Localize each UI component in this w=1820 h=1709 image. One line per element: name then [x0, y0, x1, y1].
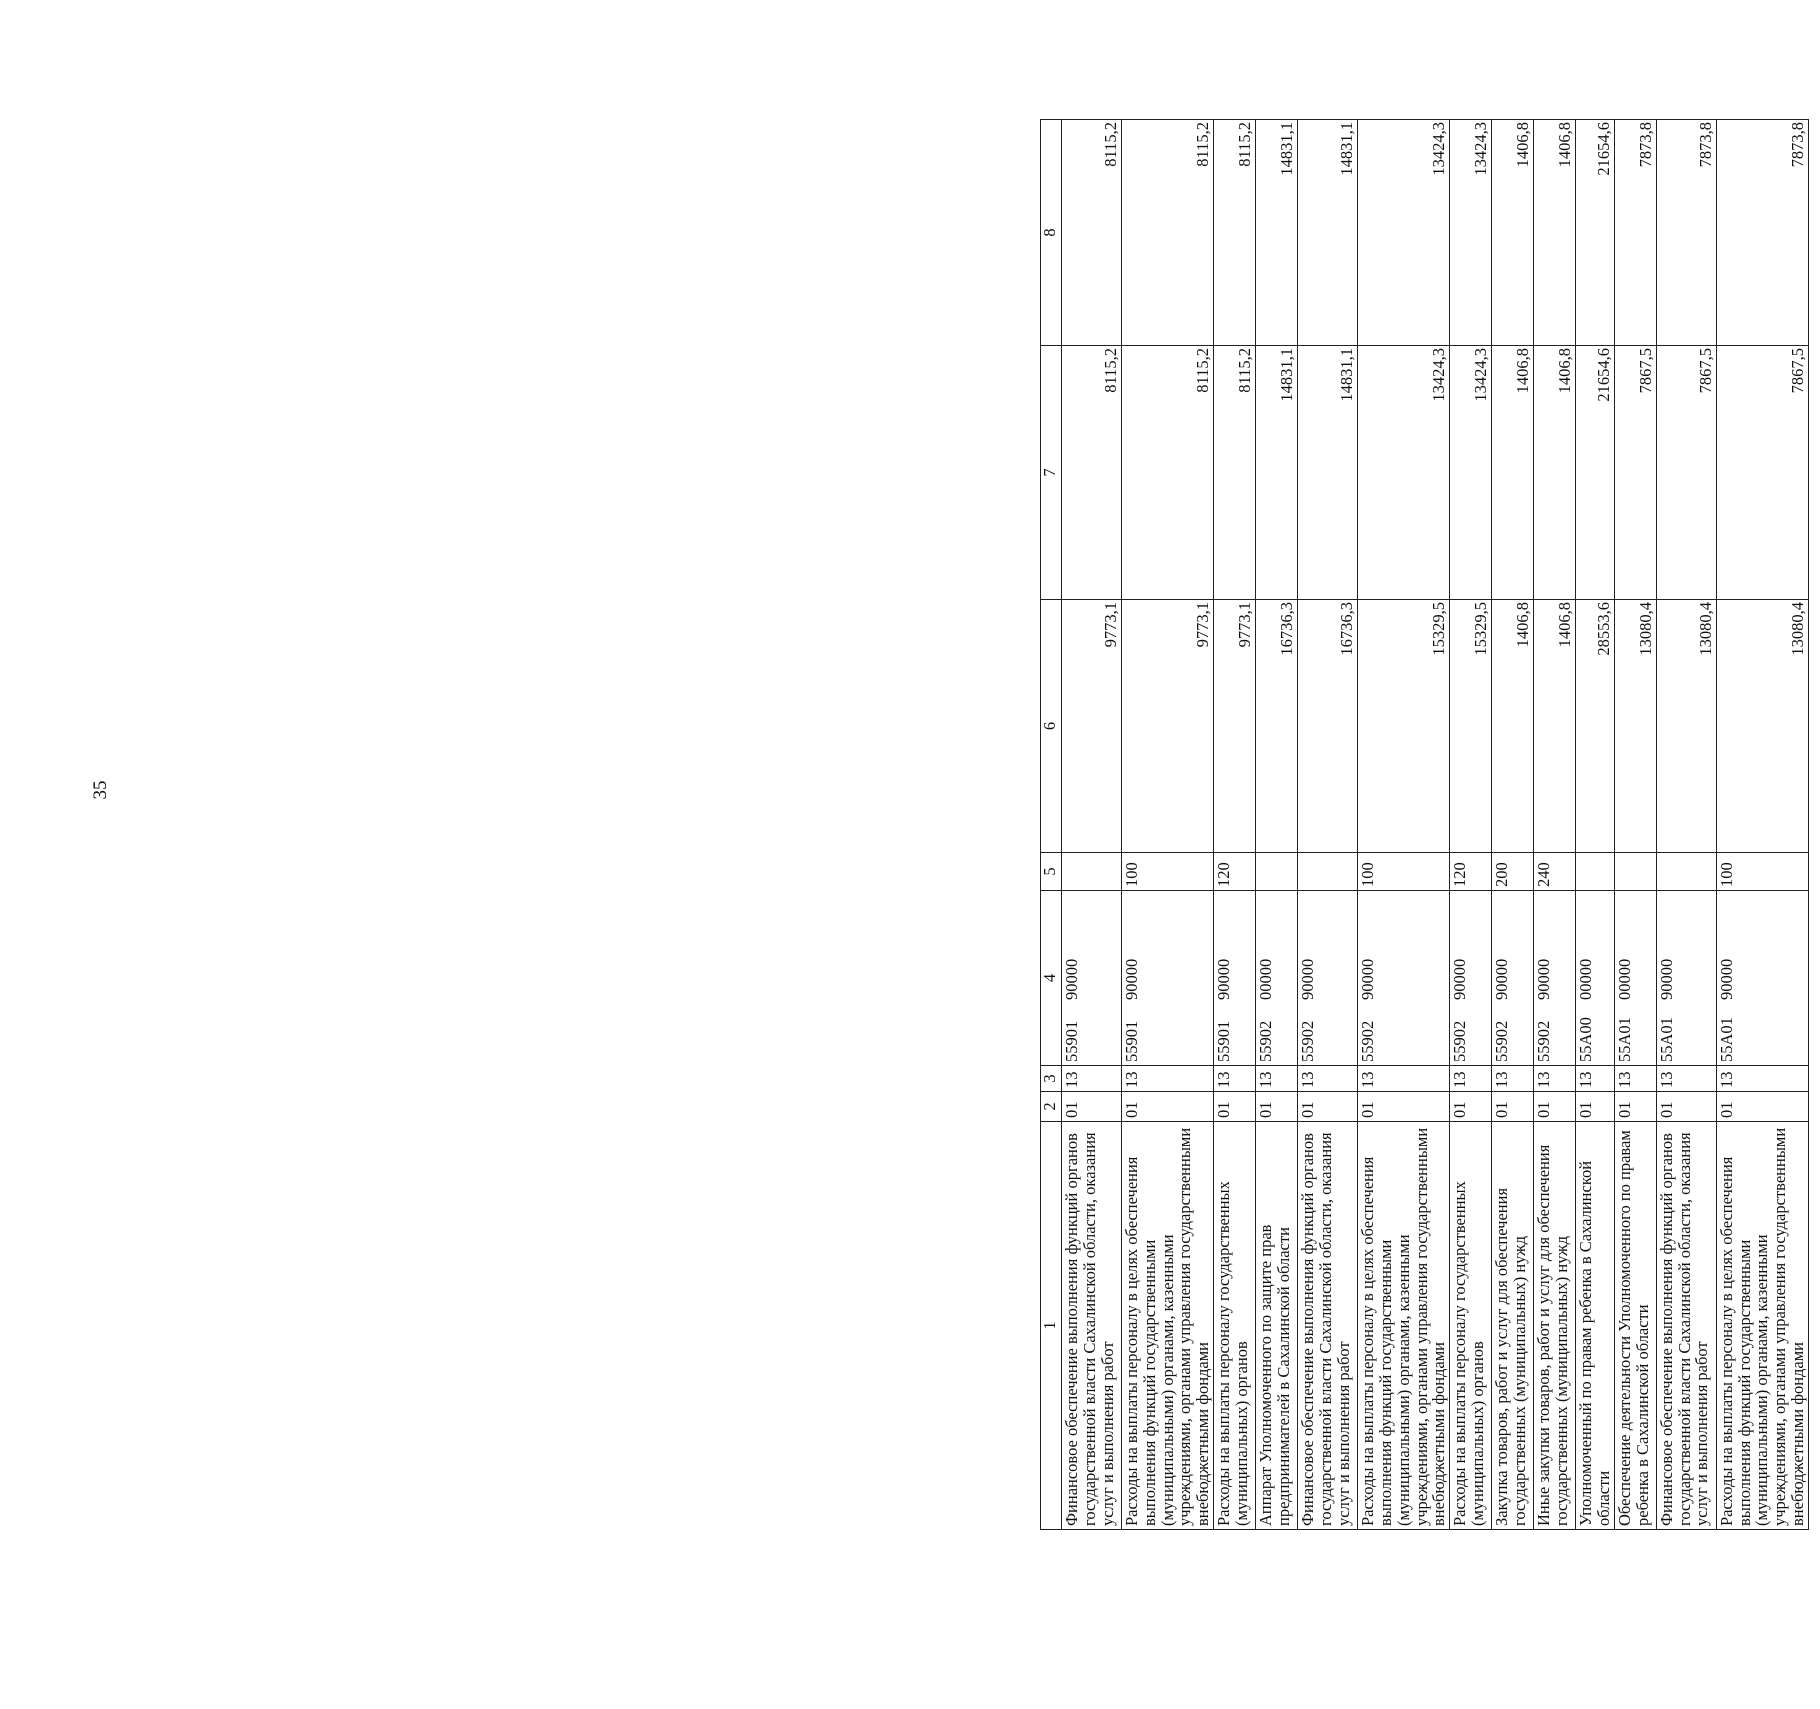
row-target-article-part2: 90000 [1534, 958, 1554, 1000]
row-target-article [1062, 891, 1122, 1066]
budget-table [1040, 119, 1809, 1530]
row-subsection: 13 [1576, 1066, 1615, 1092]
row-value-col8: 8115,2 [1122, 120, 1214, 346]
row-name: Обеспечение деятельности Уполномоченного по правам ребенка в Сахалинской области [1614, 1122, 1656, 1530]
row-value-col6: 1406,8 [1492, 600, 1534, 853]
row-name: Расходы на выплаты персоналу в целях обеспечения выполнения функций государственными (муниципальными) органами, казенными учреждениями, органами управления государственными внебюджетными фондами [1122, 1122, 1214, 1530]
row-target-article-part1: 55A01 [1614, 1017, 1634, 1062]
row-target-article [1576, 891, 1615, 1066]
row-subsection: 13 [1614, 1066, 1656, 1092]
header-row [1041, 120, 1062, 1530]
row-expense-type [1062, 853, 1122, 891]
row-target-article [1214, 891, 1256, 1066]
row-value-col8: 14831,1 [1256, 120, 1298, 346]
row-name: Финансовое обеспечение выполнения функций органов государственной власти Сахалинской области, оказания услуг и выполнения работ [1656, 1122, 1716, 1530]
row-value-col6: 9773,1 [1214, 600, 1256, 853]
row-name: Расходы на выплаты персоналу государственных (муниципальных) органов [1214, 1122, 1256, 1530]
row-target-article-part2: 90000 [1122, 958, 1141, 1000]
row-name: Закупка товаров, работ и услуг для обеспечения государственных (муниципальных) нужд [1492, 1122, 1534, 1530]
row-target-article-part2: 90000 [1492, 958, 1512, 1000]
row-value-col6: 13080,4 [1716, 600, 1808, 853]
row-expense-type: 100 [1358, 853, 1450, 891]
row-target-article-part2: 90000 [1298, 958, 1318, 1000]
col-header-4: 4 [1041, 891, 1062, 1066]
table-row [1492, 120, 1534, 1530]
row-section: 01 [1576, 1092, 1615, 1122]
table-row [1716, 120, 1808, 1530]
row-subsection: 13 [1534, 1066, 1576, 1092]
row-subsection: 13 [1358, 1066, 1450, 1092]
row-section: 01 [1214, 1092, 1256, 1122]
row-target-article-part1: 55902 [1534, 1020, 1554, 1062]
row-value-col6: 9773,1 [1062, 600, 1122, 853]
row-target-article [1358, 891, 1450, 1066]
row-name: Финансовое обеспечение выполнения функций органов государственной власти Сахалинской области, оказания услуг и выполнения работ [1298, 1122, 1358, 1530]
row-target-article-part1: 55901 [1122, 1020, 1141, 1062]
row-target-article-part1: 55902 [1298, 1020, 1318, 1062]
table-row [1214, 120, 1256, 1530]
row-value-col8: 8115,2 [1214, 120, 1256, 346]
row-expense-type [1256, 853, 1298, 891]
row-target-article [1656, 891, 1716, 1066]
col-header-3: 3 [1041, 1066, 1062, 1092]
row-subsection: 13 [1214, 1066, 1256, 1092]
row-expense-type: 200 [1492, 853, 1534, 891]
col-header-7: 7 [1041, 346, 1062, 600]
table-row [1576, 120, 1615, 1530]
row-target-article [1256, 891, 1298, 1066]
row-value-col8: 7873,8 [1656, 120, 1716, 346]
row-subsection: 13 [1298, 1066, 1358, 1092]
row-value-col8: 1406,8 [1492, 120, 1534, 346]
row-value-col7: 7867,5 [1614, 346, 1656, 600]
col-header-5: 5 [1041, 853, 1062, 891]
row-value-col7: 14831,1 [1256, 346, 1298, 600]
row-subsection: 13 [1062, 1066, 1122, 1092]
row-value-col7: 14831,1 [1298, 346, 1358, 600]
row-value-col7: 1406,8 [1534, 346, 1576, 600]
table-row [1534, 120, 1576, 1530]
row-expense-type: 100 [1122, 853, 1214, 891]
row-value-col8: 7873,8 [1614, 120, 1656, 346]
table-row [1298, 120, 1358, 1530]
row-value-col6: 9773,1 [1122, 600, 1214, 853]
row-target-article [1716, 891, 1808, 1066]
row-section: 01 [1716, 1092, 1808, 1122]
row-value-col7: 13424,3 [1450, 346, 1492, 600]
row-target-article-part1: 55902 [1256, 1020, 1276, 1062]
row-target-article-part1: 55A00 [1576, 1017, 1596, 1062]
row-value-col8: 13424,3 [1450, 120, 1492, 346]
row-section: 01 [1614, 1092, 1656, 1122]
row-value-col6: 16736,3 [1298, 600, 1358, 853]
row-value-col7: 21654,6 [1576, 346, 1615, 600]
row-section: 01 [1534, 1092, 1576, 1122]
row-value-col8: 7873,8 [1716, 120, 1808, 346]
table-row [1122, 120, 1214, 1530]
row-target-article-part2: 90000 [1062, 958, 1081, 1000]
row-value-col6: 13080,4 [1656, 600, 1716, 853]
row-expense-type [1614, 853, 1656, 891]
row-expense-type: 240 [1534, 853, 1576, 891]
row-target-article-part1: 55A01 [1716, 1017, 1736, 1062]
row-target-article-part1: 55A01 [1656, 1017, 1676, 1062]
row-target-article [1450, 891, 1492, 1066]
row-target-article [1298, 891, 1358, 1066]
row-target-article [1492, 891, 1534, 1066]
row-target-article-part1: 55902 [1450, 1020, 1470, 1062]
row-target-article-part2: 00000 [1256, 958, 1276, 1000]
page-number: 35 [90, 780, 111, 800]
table-row [1450, 120, 1492, 1530]
row-value-col7: 7867,5 [1716, 346, 1808, 600]
row-section: 01 [1492, 1092, 1534, 1122]
row-value-col7: 8115,2 [1214, 346, 1256, 600]
col-header-1: 1 [1041, 1122, 1062, 1530]
row-expense-type: 120 [1214, 853, 1256, 891]
row-target-article-part2: 90000 [1716, 958, 1736, 1000]
row-expense-type [1576, 853, 1615, 891]
row-expense-type: 120 [1450, 853, 1492, 891]
row-section: 01 [1298, 1092, 1358, 1122]
rotated-page-content [1040, 0, 1820, 1530]
row-value-col8: 13424,3 [1358, 120, 1450, 346]
row-name: Финансовое обеспечение выполнения функций органов государственной власти Сахалинской области, оказания услуг и выполнения работ [1062, 1122, 1122, 1530]
row-name: Иные закупки товаров, работ и услуг для обеспечения государственных (муниципальных) нужд [1534, 1122, 1576, 1530]
row-value-col6: 28553,6 [1576, 600, 1615, 853]
row-value-col6: 1406,8 [1534, 600, 1576, 853]
row-name: Расходы на выплаты персоналу в целях обеспечения выполнения функций государственными (муниципальными) органами, казенными учреждениями, органами управления государственными внебюджетными фондами [1716, 1122, 1808, 1530]
row-target-article-part2: 90000 [1358, 958, 1378, 1000]
row-target-article-part2: 00000 [1576, 958, 1596, 1000]
row-subsection: 13 [1450, 1066, 1492, 1092]
row-value-col7: 13424,3 [1358, 346, 1450, 600]
table-row [1256, 120, 1298, 1530]
row-value-col6: 15329,5 [1358, 600, 1450, 853]
row-value-col8: 8115,2 [1062, 120, 1122, 346]
row-section: 01 [1450, 1092, 1492, 1122]
row-value-col8: 14831,1 [1298, 120, 1358, 346]
row-target-article [1534, 891, 1576, 1066]
row-target-article-part1: 55902 [1492, 1020, 1512, 1062]
row-subsection: 13 [1656, 1066, 1716, 1092]
row-target-article-part2: 90000 [1450, 958, 1470, 1000]
table-row [1358, 120, 1450, 1530]
row-target-article [1122, 891, 1214, 1066]
col-header-8: 8 [1041, 120, 1062, 346]
row-value-col6: 15329,5 [1450, 600, 1492, 853]
row-expense-type [1298, 853, 1358, 891]
row-section: 01 [1062, 1092, 1122, 1122]
row-value-col7: 8115,2 [1122, 346, 1214, 600]
row-target-article [1614, 891, 1656, 1066]
row-value-col7: 8115,2 [1062, 346, 1122, 600]
row-section: 01 [1656, 1092, 1716, 1122]
col-header-6: 6 [1041, 600, 1062, 853]
row-target-article-part1: 55901 [1214, 1020, 1234, 1062]
table-row [1062, 120, 1122, 1530]
row-value-col8: 1406,8 [1534, 120, 1576, 346]
row-target-article-part1: 55902 [1358, 1020, 1378, 1062]
row-name: Расходы на выплаты персоналу государственных (муниципальных) органов [1450, 1122, 1492, 1530]
row-name: Расходы на выплаты персоналу в целях обеспечения выполнения функций государственными (муниципальными) органами, казенными учреждениями, органами управления государственными внебюджетными фондами [1358, 1122, 1450, 1530]
row-section: 01 [1358, 1092, 1450, 1122]
row-value-col7: 7867,5 [1656, 346, 1716, 600]
table-row [1614, 120, 1656, 1530]
row-expense-type: 100 [1716, 853, 1808, 891]
row-value-col8: 21654,6 [1576, 120, 1615, 346]
table-row [1656, 120, 1716, 1530]
row-expense-type [1656, 853, 1716, 891]
row-subsection: 13 [1256, 1066, 1298, 1092]
row-target-article-part2: 90000 [1214, 958, 1234, 1000]
row-subsection: 13 [1716, 1066, 1808, 1092]
row-target-article-part2: 00000 [1614, 958, 1634, 1000]
row-value-col6: 16736,3 [1256, 600, 1298, 853]
row-subsection: 13 [1492, 1066, 1534, 1092]
col-header-2: 2 [1041, 1092, 1062, 1122]
row-target-article-part2: 90000 [1656, 958, 1676, 1000]
row-section: 01 [1122, 1092, 1214, 1122]
row-section: 01 [1256, 1092, 1298, 1122]
row-name: Уполномоченный по правам ребенка в Сахалинской области [1576, 1122, 1615, 1530]
row-value-col6: 13080,4 [1614, 600, 1656, 853]
row-value-col7: 1406,8 [1492, 346, 1534, 600]
row-target-article-part1: 55901 [1062, 1020, 1081, 1062]
row-subsection: 13 [1122, 1066, 1214, 1092]
row-name: Аппарат Уполномоченного по защите прав предпринимателей в Сахалинской области [1256, 1122, 1298, 1530]
